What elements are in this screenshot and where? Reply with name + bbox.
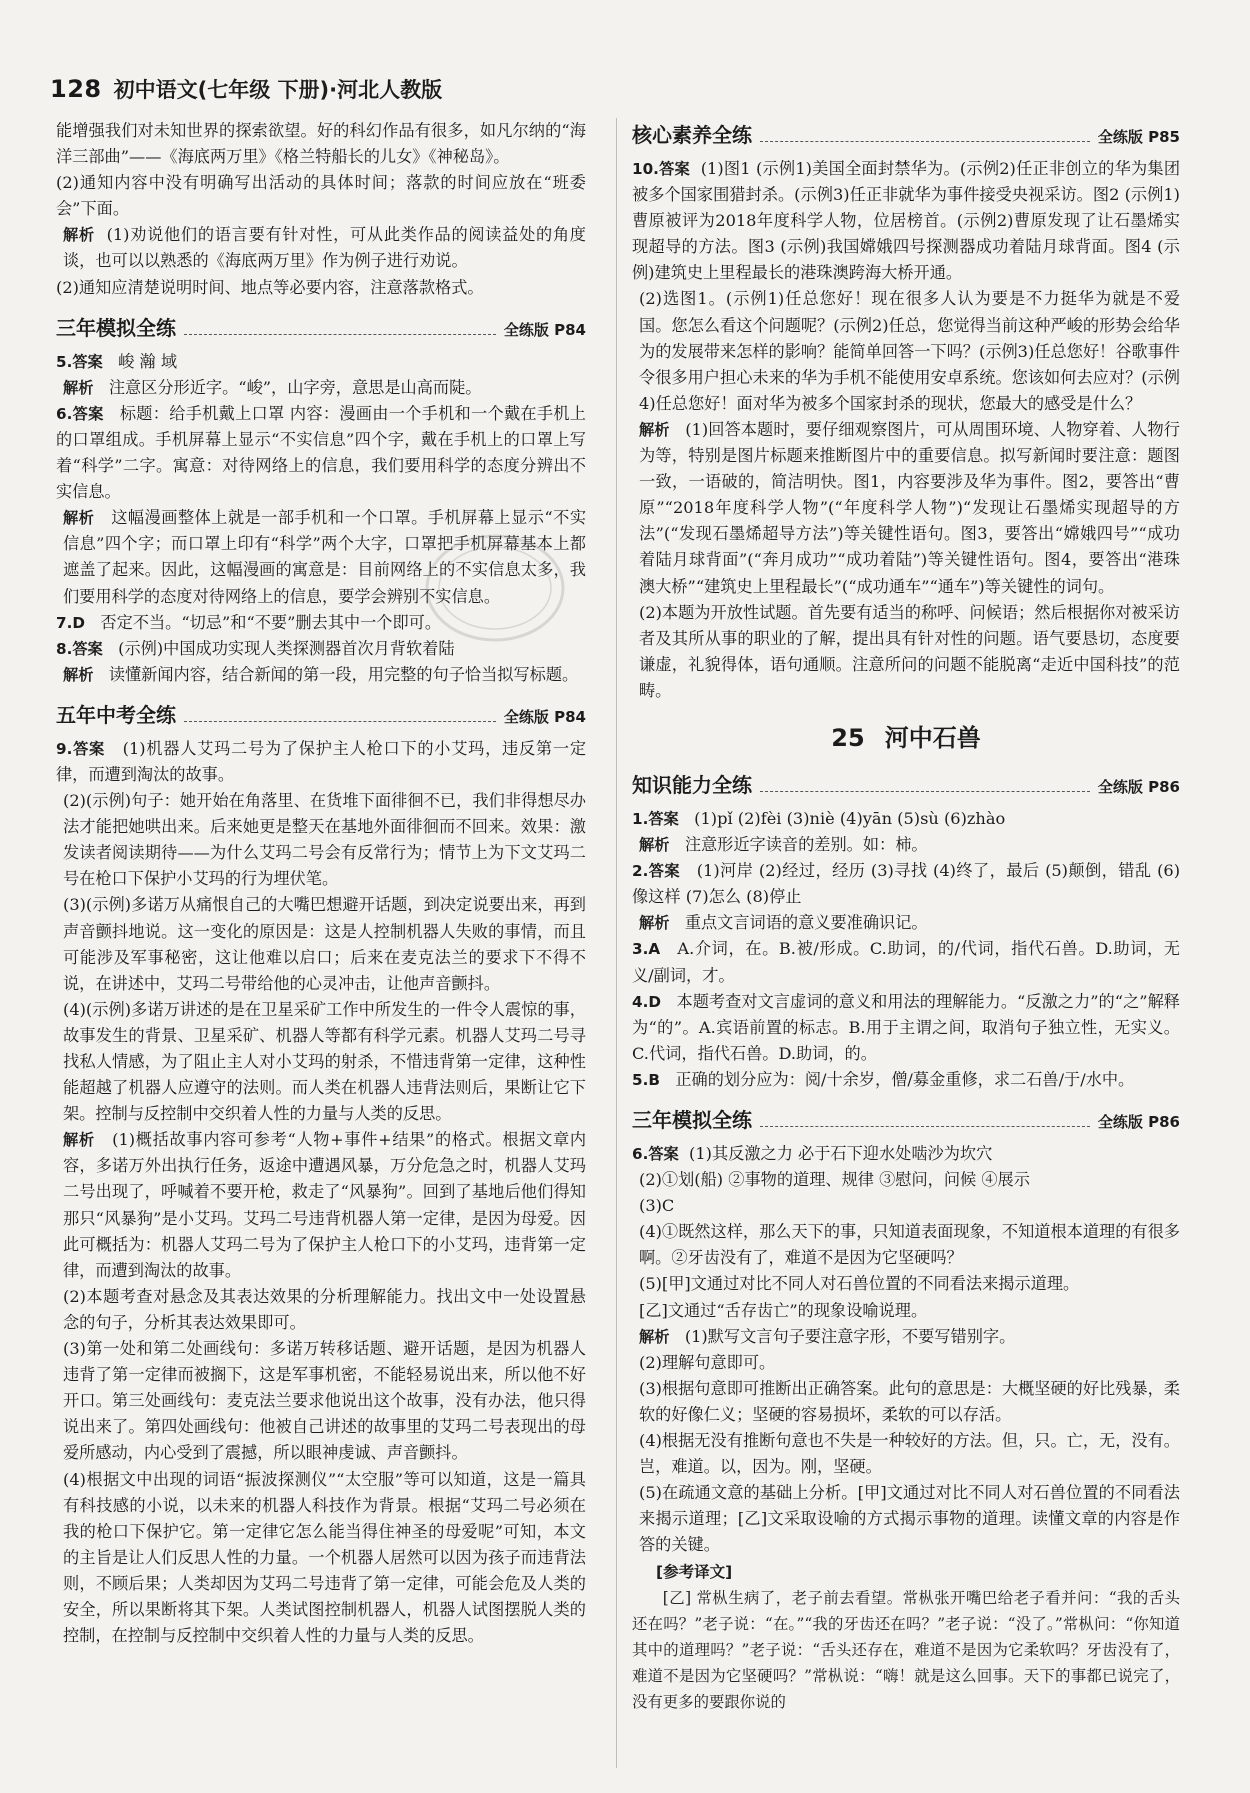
analysis-text: 这幅漫画整体上就是一部手机和一个口罩。手机屏幕上显示“不实信息”四个字；而口罩上印有“科学”两个大字，口罩把手机屏幕基本上都遮盖了起来。因此，这幅漫画的寓意是：目前网络上的不实信息太多，我们要用科学的态度对待网络上的信息，要学会辨别不实信息。 bbox=[63, 508, 587, 606]
section-header-three-year bbox=[56, 311, 586, 343]
chapter-title: 河中石兽 bbox=[884, 723, 981, 752]
answer-9-part-3: (3)(示例)多诺万从痛恨自己的大嘴巴想避开话题，到决定说要出来，再到声音颤抖地说。这一变化的原因是：这是人控制机器人失败的事情，而且可能涉及军事秘密，这让他难以启口；后来在麦克法兰的要求下不得不说，在讲述中，艾玛二号带给他的心灵冲击，让他声音颤抖。 bbox=[63, 895, 586, 993]
answer-9-part-4: (4)(示例)多诺万讲述的是在卫星采矿工作中所发生的一件令人震惊的事，故事发生的背景、卫星采矿、机器人等都有科学元素。机器人艾玛二号寻找私人情感，为了阻止主人对小艾玛的射杀，不惜违背第一定律，这种性能超越了机器人应遵守的法则。而人类在机器人违背法则后，果断让它下架。控制与反控制中交织着人性的力量与人类的反思。 bbox=[63, 999, 586, 1124]
analysis-m6 bbox=[632, 1324, 1180, 1350]
answer-label: 10.答案 bbox=[632, 160, 690, 178]
analysis-label: 解析 bbox=[639, 420, 670, 439]
section-header-five-year bbox=[56, 698, 586, 730]
analysis-text: 重点文言词语的意义要准确识记。 bbox=[684, 913, 928, 933]
answer-k4 bbox=[632, 989, 1180, 1067]
analysis-m6-part-5: (5)在疏通文意的基础上分析。[甲]文通过对比不同人对石兽位置的不同看法来揭示道理；[乙]文采取设喻的方式揭示事物的道理。读懂文章的内容是作答的关键。 bbox=[639, 1483, 1180, 1555]
paragraph: (2)通知应清楚说明时间、地点等必要内容，注意落款格式。 bbox=[56, 277, 484, 297]
section-title: 知识能力全练 bbox=[632, 772, 752, 797]
answer-label: 6.答案 bbox=[56, 404, 104, 423]
analysis-text: (1)劝说他们的语言要有针对性，可从此类作品的阅读益处的角度谈，也可以以熟悉的《海底两万里》作为例子进行劝说。 bbox=[63, 225, 586, 271]
answer-label: 5.B bbox=[632, 1070, 660, 1089]
page-header bbox=[50, 70, 442, 108]
analysis-m6-part-3: (3)根据句意即可推断出正确答案。此句的意思是：大概坚硬的好比残暴，柔软的好像仁义；坚硬的容易损坏，柔软的可以存活。 bbox=[639, 1378, 1180, 1424]
analysis-9 bbox=[56, 1127, 586, 1284]
analysis-label: 解析 bbox=[63, 509, 95, 528]
analysis-text: 读懂新闻内容，结合新闻的第一段，用完整的句子恰当拟写标题。 bbox=[108, 664, 579, 684]
answer-label: 5.答案 bbox=[56, 352, 103, 371]
answer-text: 否定不当。“切忌”和“不要”删去其中一个即可。 bbox=[100, 612, 442, 632]
answer-label: 9.答案 bbox=[56, 739, 105, 758]
section-ref: 全练版 P84 bbox=[503, 320, 586, 339]
analysis-10 bbox=[632, 417, 1180, 600]
analysis-text: (1)回答本题时，要仔细观察图片，可从周围环境、人物穿着、人物行为等，特别是图片标题来推断图片中的重要信息。拟写新闻时要注意：题图一致，一语破的，简洁明快。图1，内容要涉及华为事件。图2，要答出“曹原”“2018年度科学人物”(“年度科学人物”)“发现让石墨烯实现超导的方法”(“发现石墨烯超导方法”)等关键性语句。图3，要答出“嫦娥四号”“成功着陆月球背面”(“奔月成功”“成功着陆”)等关键性语句。图4，要答出“港珠澳大桥”“建筑史上里程最长”(“成功通车”“通车”)等关键性的词句。 bbox=[639, 419, 1180, 596]
section-header-core bbox=[632, 118, 1180, 150]
section-title: 三年模拟全练 bbox=[56, 315, 176, 340]
analysis-label: 解析 bbox=[639, 836, 670, 855]
analysis-8 bbox=[56, 662, 586, 688]
answer-text: 本题考查对文言虚词的意义和用法的理解能力。“反激之力”的“之”解释为“的”。A.宾语前置的标志。B.用于主谓之间，取消句子独立性，无实义。C.代词，指代石兽。D.助词，的。 bbox=[632, 991, 1180, 1063]
section-rule bbox=[760, 1126, 1090, 1127]
answer-text: 正确的划分应为：阅/十余岁，僧/募金重修，求二石兽/于/水中。 bbox=[675, 1069, 1135, 1089]
column-divider bbox=[616, 118, 617, 1768]
analysis-m6-part-4: (4)根据无没有推断句意也不失是一种较好的方法。但，只。亡，无，没有。岂，难道。以，因为。刚，坚硬。 bbox=[639, 1431, 1180, 1477]
section-header-three-year-2 bbox=[632, 1103, 1180, 1135]
answer-m6-part-6: [乙]文通过“舌存齿亡”的现象设喻说理。 bbox=[639, 1300, 928, 1320]
answer-9 bbox=[56, 736, 586, 788]
section-ref: 全练版 P85 bbox=[1097, 128, 1180, 146]
answer-label: 1.答案 bbox=[632, 809, 679, 828]
answer-text: (1)河岸 (2)经过，经历 (3)寻找 (4)终了，最后 (5)颠倒，错乱 (6)像这样 (7)怎么 (8)停止 bbox=[632, 861, 1181, 907]
section-rule bbox=[760, 141, 1090, 142]
analysis-k1 bbox=[632, 832, 1180, 858]
analysis-label: 解析 bbox=[63, 1131, 95, 1150]
analysis-label: 解析 bbox=[639, 1327, 670, 1346]
section-rule bbox=[184, 721, 496, 722]
left-column bbox=[56, 118, 586, 1649]
analysis-5 bbox=[56, 375, 586, 401]
analysis-10-part-2: (2)本题为开放性试题。首先要有适当的称呼、问候语；然后根据你对被采访者及其所从事的职业的了解，提出具有针对性的问题。语气要恳切，态度要谦虚，礼貌得体，语句通顺。注意所问的问题不能脱离“走近中国科技”的范畴。 bbox=[639, 602, 1180, 700]
answer-label: 4.D bbox=[632, 992, 661, 1011]
answer-m6 bbox=[632, 1141, 1180, 1167]
answer-10 bbox=[632, 156, 1180, 286]
right-column bbox=[632, 118, 1180, 1715]
answer-text: (1)机器人艾玛二号为了保护主人枪口下的小艾玛，违反第一定律，而遭到淘汰的故事。 bbox=[56, 738, 586, 784]
answer-text: (示例)中国成功实现人类探测器首次月背软着陆 bbox=[118, 638, 455, 658]
analysis-text: (1)默写文言句子要注意字形，不要写错别字。 bbox=[684, 1326, 1016, 1346]
analysis-9-part-2: (2)本题考查对悬念及其表达效果的分析理解能力。找出文中一处设置悬念的句子，分析其表达效果即可。 bbox=[63, 1286, 586, 1332]
answer-label: 8.答案 bbox=[56, 639, 103, 658]
paragraph: 能增强我们对未知世界的探索欲望。好的科幻作品有很多，如凡尔纳的“海洋三部曲”——《海底两万里》《格兰特船长的儿女》《神秘岛》。 bbox=[56, 121, 586, 167]
section-header-knowledge bbox=[632, 768, 1180, 800]
section-ref: 全练版 P86 bbox=[1097, 777, 1180, 796]
reference-translation-text: [乙] 常枞生病了，老子前去看望。常枞张开嘴巴给老子看并问：“我的舌头还在吗？”老子说：“在。”“我的牙齿还在吗？”老子说：“没了。”常枞问：“你知道其中的道理吗？”老子说：“舌头还存在，难道不是因为它柔软吗？牙齿没有了，难道不是因为它坚硬吗？”常枞说：“嗨！就是这么回事。天下的事都已说完了，没有更多的要跟你说的 bbox=[632, 1588, 1180, 1711]
answer-m6-part-4: (4)①既然这样，那么天下的事，只知道表面现象，不知道根本道理的有很多啊。②牙齿没有了，难道不是因为它坚硬吗？ bbox=[639, 1222, 1180, 1268]
analysis-label: 解析 bbox=[639, 914, 670, 933]
section-rule bbox=[760, 791, 1090, 792]
answer-k5 bbox=[632, 1067, 1180, 1093]
section-title: 核心素养全练 bbox=[632, 123, 752, 147]
chapter-heading bbox=[632, 718, 1180, 758]
answer-label: 7.D bbox=[56, 613, 85, 632]
answer-10-part-2: (2)选图1。(示例1)任总您好！现在很多人认为要是不力挺华为就是不爱国。您怎么看这个问题呢？(示例2)任总，您觉得当前这种严峻的形势会给华为的发展带来怎样的影响？能简单回答一下吗？(示例3)任总您好！谷歌事件令很多用户担心未来的华为手机不能使用安卓系统。您该如何去应对？(示例4)任总您好！面对华为被多个国家封杀的现状，您最大的感受是什么？ bbox=[639, 289, 1180, 413]
answer-k1 bbox=[632, 806, 1180, 832]
answer-text: 标题：给手机戴上口罩 内容：漫画由一个手机和一个戴在手机上的口罩组成。手机屏幕上显示“不实信息”四个字，戴在手机上的口罩上写着“科学”二字。寓意：对待网络上的信息，我们要用科学的态度分辨出不实信息。 bbox=[56, 403, 586, 502]
answer-m6-part-2: (2)①划(船) ②事物的道理、规律 ③慰问，问候 ④展示 bbox=[639, 1170, 1030, 1190]
answer-label: 2.答案 bbox=[632, 862, 680, 881]
section-title: 五年中考全练 bbox=[56, 702, 176, 727]
answer-label: 6.答案 bbox=[632, 1145, 679, 1163]
answer-text: (1)其反激之力 必于石下迎水处啮沙为坎穴 bbox=[689, 1144, 993, 1163]
analysis-m6-part-2: (2)理解句意即可。 bbox=[639, 1352, 776, 1372]
section-ref: 全练版 P86 bbox=[1097, 1113, 1180, 1131]
answer-text: A.介词，在。B.被/形成。C.助词，的/代词，指代石兽。D.助词，无义/副词，才。 bbox=[632, 939, 1180, 985]
analysis-label: 解析 bbox=[63, 665, 94, 684]
answer-9-part-2: (2)(示例)句子：她开始在角落里、在货堆下面徘徊不已，我们非得想尽办法才能把她哄出来。后来她更是整天在基地外面徘徊而不回来。效果：激发读者阅读期待——为什么艾玛二号会有反常行为；情节上为下文艾玛二号在枪口下保护小艾玛的行为埋伏笔。 bbox=[63, 791, 586, 889]
answer-k2 bbox=[632, 858, 1180, 910]
page-number: 128 bbox=[50, 75, 102, 103]
reference-translation-label: [参考译文] bbox=[656, 1562, 733, 1581]
section-ref: 全练版 P84 bbox=[503, 707, 586, 726]
analysis-9-part-3: (3)第一处和第二处画线句：多诺万转移话题、避开话题，是因为机器人违背了第一定律而被搁下，这是军事机密，不能轻易说出来，所以他不好开口。第三处画线句：麦克法兰要求他说出这个故事，没有办法，他只得说出来了。第四处画线句：他被自己讲述的故事里的艾玛二号表现出的母爱所感动，内心受到了震撼，所以眼神虔诚、声音颤抖。 bbox=[63, 1339, 586, 1463]
answer-5 bbox=[56, 349, 586, 375]
answer-text: (1)图1 (示例1)美国全面封禁华为。(示例2)任正非创立的华为集团被多个国家围猎封杀。(示例3)任正非就华为事件接受央视采访。图2 (示例1)曹原被评为2018年度科学人物，位居榜首。(示例2)曹原发现了让石墨烯实现超导的方法。图3 (示例)我国嫦娥四号探测器成功着陆月球背面。图4 (示例)建筑史上里程最长的港珠澳跨海大桥开通。 bbox=[632, 159, 1181, 283]
analysis-9-part-4: (4)根据文中出现的词语“振波探测仪”“太空服”等可以知道，这是一篇具有科技感的小说，以未来的机器人科技作为背景。根据“艾玛二号必须在我的枪口下保护它。第一定律它怎么能当得住神圣的母爱呢”可知，本文的主旨是让人们反思人性的力量。一个机器人居然可以因为孩子而违背法则，不顾后果；人类却因为艾玛二号违背了第一定律，可能会危及人类的安全，所以果断将其下架。人类试图控制机器人，机器人试图摆脱人类的控制，在控制与反控制中交织着人性的力量与人类的反思。 bbox=[63, 1469, 586, 1646]
answer-6 bbox=[56, 401, 586, 505]
analysis-text: 注意形近字读音的差别。如：柿。 bbox=[684, 835, 928, 855]
answer-m6-part-3: (3)C bbox=[639, 1196, 675, 1216]
answer-text: (1)pǐ (2)fèi (3)niè (4)yān (5)sù (6)zhào bbox=[694, 808, 1006, 828]
seal-stamp bbox=[420, 528, 570, 648]
analysis-text: (1)概括故事内容可参考“人物+事件+结果”的格式。根据文章内容，多诺万外出执行任务，返途中遭遇风暴，万分危急之时，机器人艾玛二号出现了，呼喊着不要开枪，救走了“风暴狗”。回到了基地后他们得知那只“风暴狗”是小艾玛。艾玛二号违背机器人第一定律，是因为母爱。因此可概括为：机器人艾玛二号为了保护主人枪口下的小艾玛，违背第一定律，而遭到淘汰的故事。 bbox=[63, 1130, 587, 1280]
analysis-label: 解析 bbox=[63, 378, 94, 397]
analysis-paragraph bbox=[56, 222, 586, 274]
answer-k3 bbox=[632, 936, 1180, 988]
answer-label: 3.A bbox=[632, 940, 661, 959]
paragraph: (2)通知内容中没有明确写出活动的具体时间；落款的时间应放在“班委会”下面。 bbox=[56, 173, 586, 219]
chapter-number: 25 bbox=[831, 723, 865, 752]
section-rule bbox=[184, 334, 496, 335]
analysis-k2 bbox=[632, 910, 1180, 936]
answer-text: 峻 瀚 域 bbox=[118, 351, 178, 371]
analysis-label: 解析 bbox=[63, 226, 95, 245]
analysis-text: 注意区分形近字。“峻”，山字旁，意思是山高而陡。 bbox=[108, 377, 482, 397]
reference-translation-heading bbox=[632, 1559, 1180, 1585]
section-title: 三年模拟全练 bbox=[632, 1108, 752, 1132]
answer-m6-part-5: (5)[甲]文通过对比不同人对石兽位置的不同看法来揭示道理。 bbox=[639, 1274, 1080, 1294]
book-title: 初中语文(七年级 下册)·河北人教版 bbox=[113, 78, 443, 102]
